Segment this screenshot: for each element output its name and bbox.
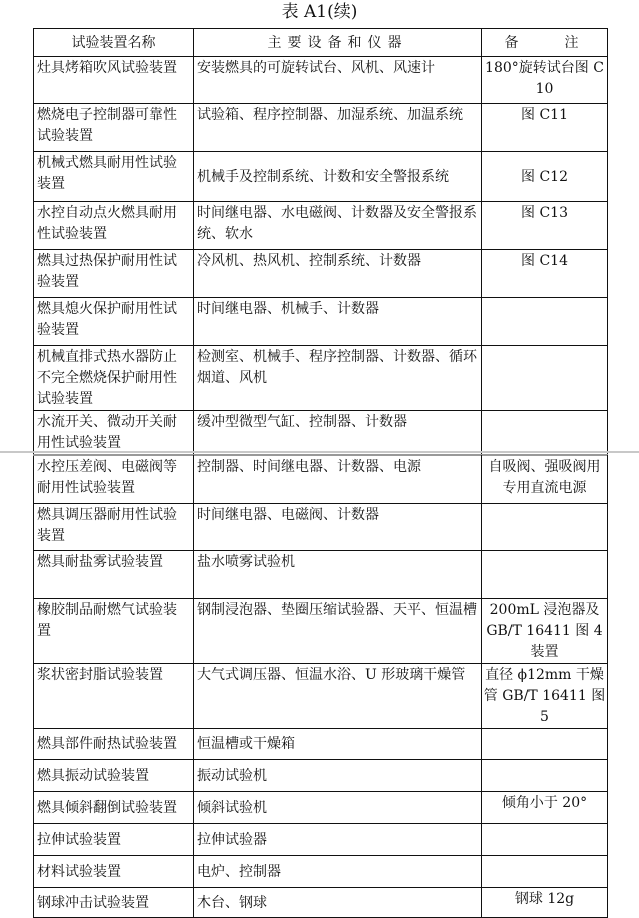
note-cell: 直径 ϕ12mm 干燥管 GB/T 16411 图 5 [482,664,608,729]
table-row [34,856,608,888]
note-cell: 图 C13 [482,202,608,250]
device-name-cell: 燃具过热保护耐用性试验装置 [34,250,194,298]
table-row [34,346,608,411]
table-row [34,456,608,504]
equipment-cell: 控制器、时间继电器、计数器、电源 [194,456,482,504]
device-name-cell: 浆状密封脂试验装置 [34,664,194,729]
equipment-cell: 钢制浸泡器、垫圈压缩试验器、天平、恒温槽 [194,599,482,664]
table-header-row [34,29,608,57]
note-cell: 自吸阀、强吸阀用专用直流电源 [482,456,608,504]
table-row [34,729,608,760]
device-name-cell: 机械式燃具耐用性试验装置 [34,152,194,202]
equipment-table-part-1 [33,28,608,455]
device-name-cell: 拉伸试验装置 [34,824,194,856]
table-row [34,250,608,298]
device-name-cell: 水控自动点火燃具耐用性试验装置 [34,202,194,250]
note-cell: 图 C11 [482,104,608,152]
table-row [34,599,608,664]
equipment-cell: 冷风机、热风机、控制系统、计数器 [194,250,482,298]
equipment-cell: 机械手及控制系统、计数和安全警报系统 [194,152,482,202]
equipment-cell: 恒温槽或干燥箱 [194,729,482,760]
note-cell: 倾角小于 20° [482,792,608,824]
table-row [34,57,608,104]
equipment-cell: 缓冲型微型气缸、控制器、计数器 [194,411,482,455]
device-name-cell: 橡胶制品耐燃气试验装置 [34,599,194,664]
equipment-cell: 大气式调压器、恒温水浴、U 形玻璃干燥管 [194,664,482,729]
equipment-cell: 振动试验机 [194,760,482,792]
table-row [34,152,608,202]
note-cell: 180°旋转试台图 C10 [482,57,608,104]
note-cell [482,504,608,551]
equipment-cell: 时间继电器、机械手、计数器 [194,298,482,346]
note-cell [482,824,608,856]
equipment-cell: 时间继电器、电磁阀、计数器 [194,504,482,551]
equipment-cell: 拉伸试验器 [194,824,482,856]
table-row [34,760,608,792]
device-name-cell: 水流开关、微动开关耐用性试验装置 [34,411,194,455]
equipment-cell: 倾斜试验机 [194,792,482,824]
table-row [34,888,608,918]
device-name-cell: 燃烧电子控制器可靠性试验装置 [34,104,194,152]
equipment-cell: 安装燃具的可旋转试台、风机、风速计 [194,57,482,104]
device-name-cell: 燃具耐盐雾试验装置 [34,551,194,599]
header-device-name: 试验装置名称 [34,29,194,57]
table-row [34,551,608,599]
equipment-cell: 试验箱、程序控制器、加湿系统、加温系统 [194,104,482,152]
note-cell: 图 C14 [482,250,608,298]
equipment-cell: 电炉、控制器 [194,856,482,888]
device-name-cell: 燃具熄火保护耐用性试验装置 [34,298,194,346]
equipment-cell: 时间继电器、水电磁阀、计数器及安全警报系统、软水 [194,202,482,250]
device-name-cell: 机械直排式热水器防止不完全燃烧保护耐用性试验装置 [34,346,194,411]
note-cell [482,346,608,411]
device-name-cell: 材料试验装置 [34,856,194,888]
note-cell: 钢球 12g [482,888,608,918]
table-row [34,202,608,250]
table-row [34,664,608,729]
table-row [34,298,608,346]
table-row [34,504,608,551]
note-cell: 200mL 浸泡器及 GB/T 16411 图 4 装置 [482,599,608,664]
note-cell [482,729,608,760]
device-name-cell: 燃具倾斜翻倒试验装置 [34,792,194,824]
equipment-cell: 盐水喷雾试验机 [194,551,482,599]
device-name-cell: 燃具调压器耐用性试验装置 [34,504,194,551]
equipment-table-part-2 [33,455,608,918]
device-name-cell: 燃具振动试验装置 [34,760,194,792]
note-cell [482,760,608,792]
table-row [34,824,608,856]
table-row [34,104,608,152]
note-cell [482,551,608,599]
device-name-cell: 水控压差阀、电磁阀等耐用性试验装置 [34,456,194,504]
header-equipment: 主要设备和仪器 [194,29,482,57]
header-note: 备 注 [482,29,608,57]
device-name-cell: 灶具烤箱吹风试验装置 [34,57,194,104]
device-name-cell: 钢球冲击试验装置 [34,888,194,918]
equipment-cell: 检测室、机械手、程序控制器、计数器、循环烟道、风机 [194,346,482,411]
table-row [34,411,608,455]
note-cell [482,856,608,888]
table-title: 表 A1(续) [281,2,358,22]
equipment-cell: 木台、钢球 [194,888,482,918]
note-cell: 图 C12 [482,152,608,202]
device-name-cell: 燃具部件耐热试验装置 [34,729,194,760]
page-break-divider [0,451,639,453]
table-row [34,792,608,824]
note-cell [482,411,608,455]
note-cell [482,298,608,346]
